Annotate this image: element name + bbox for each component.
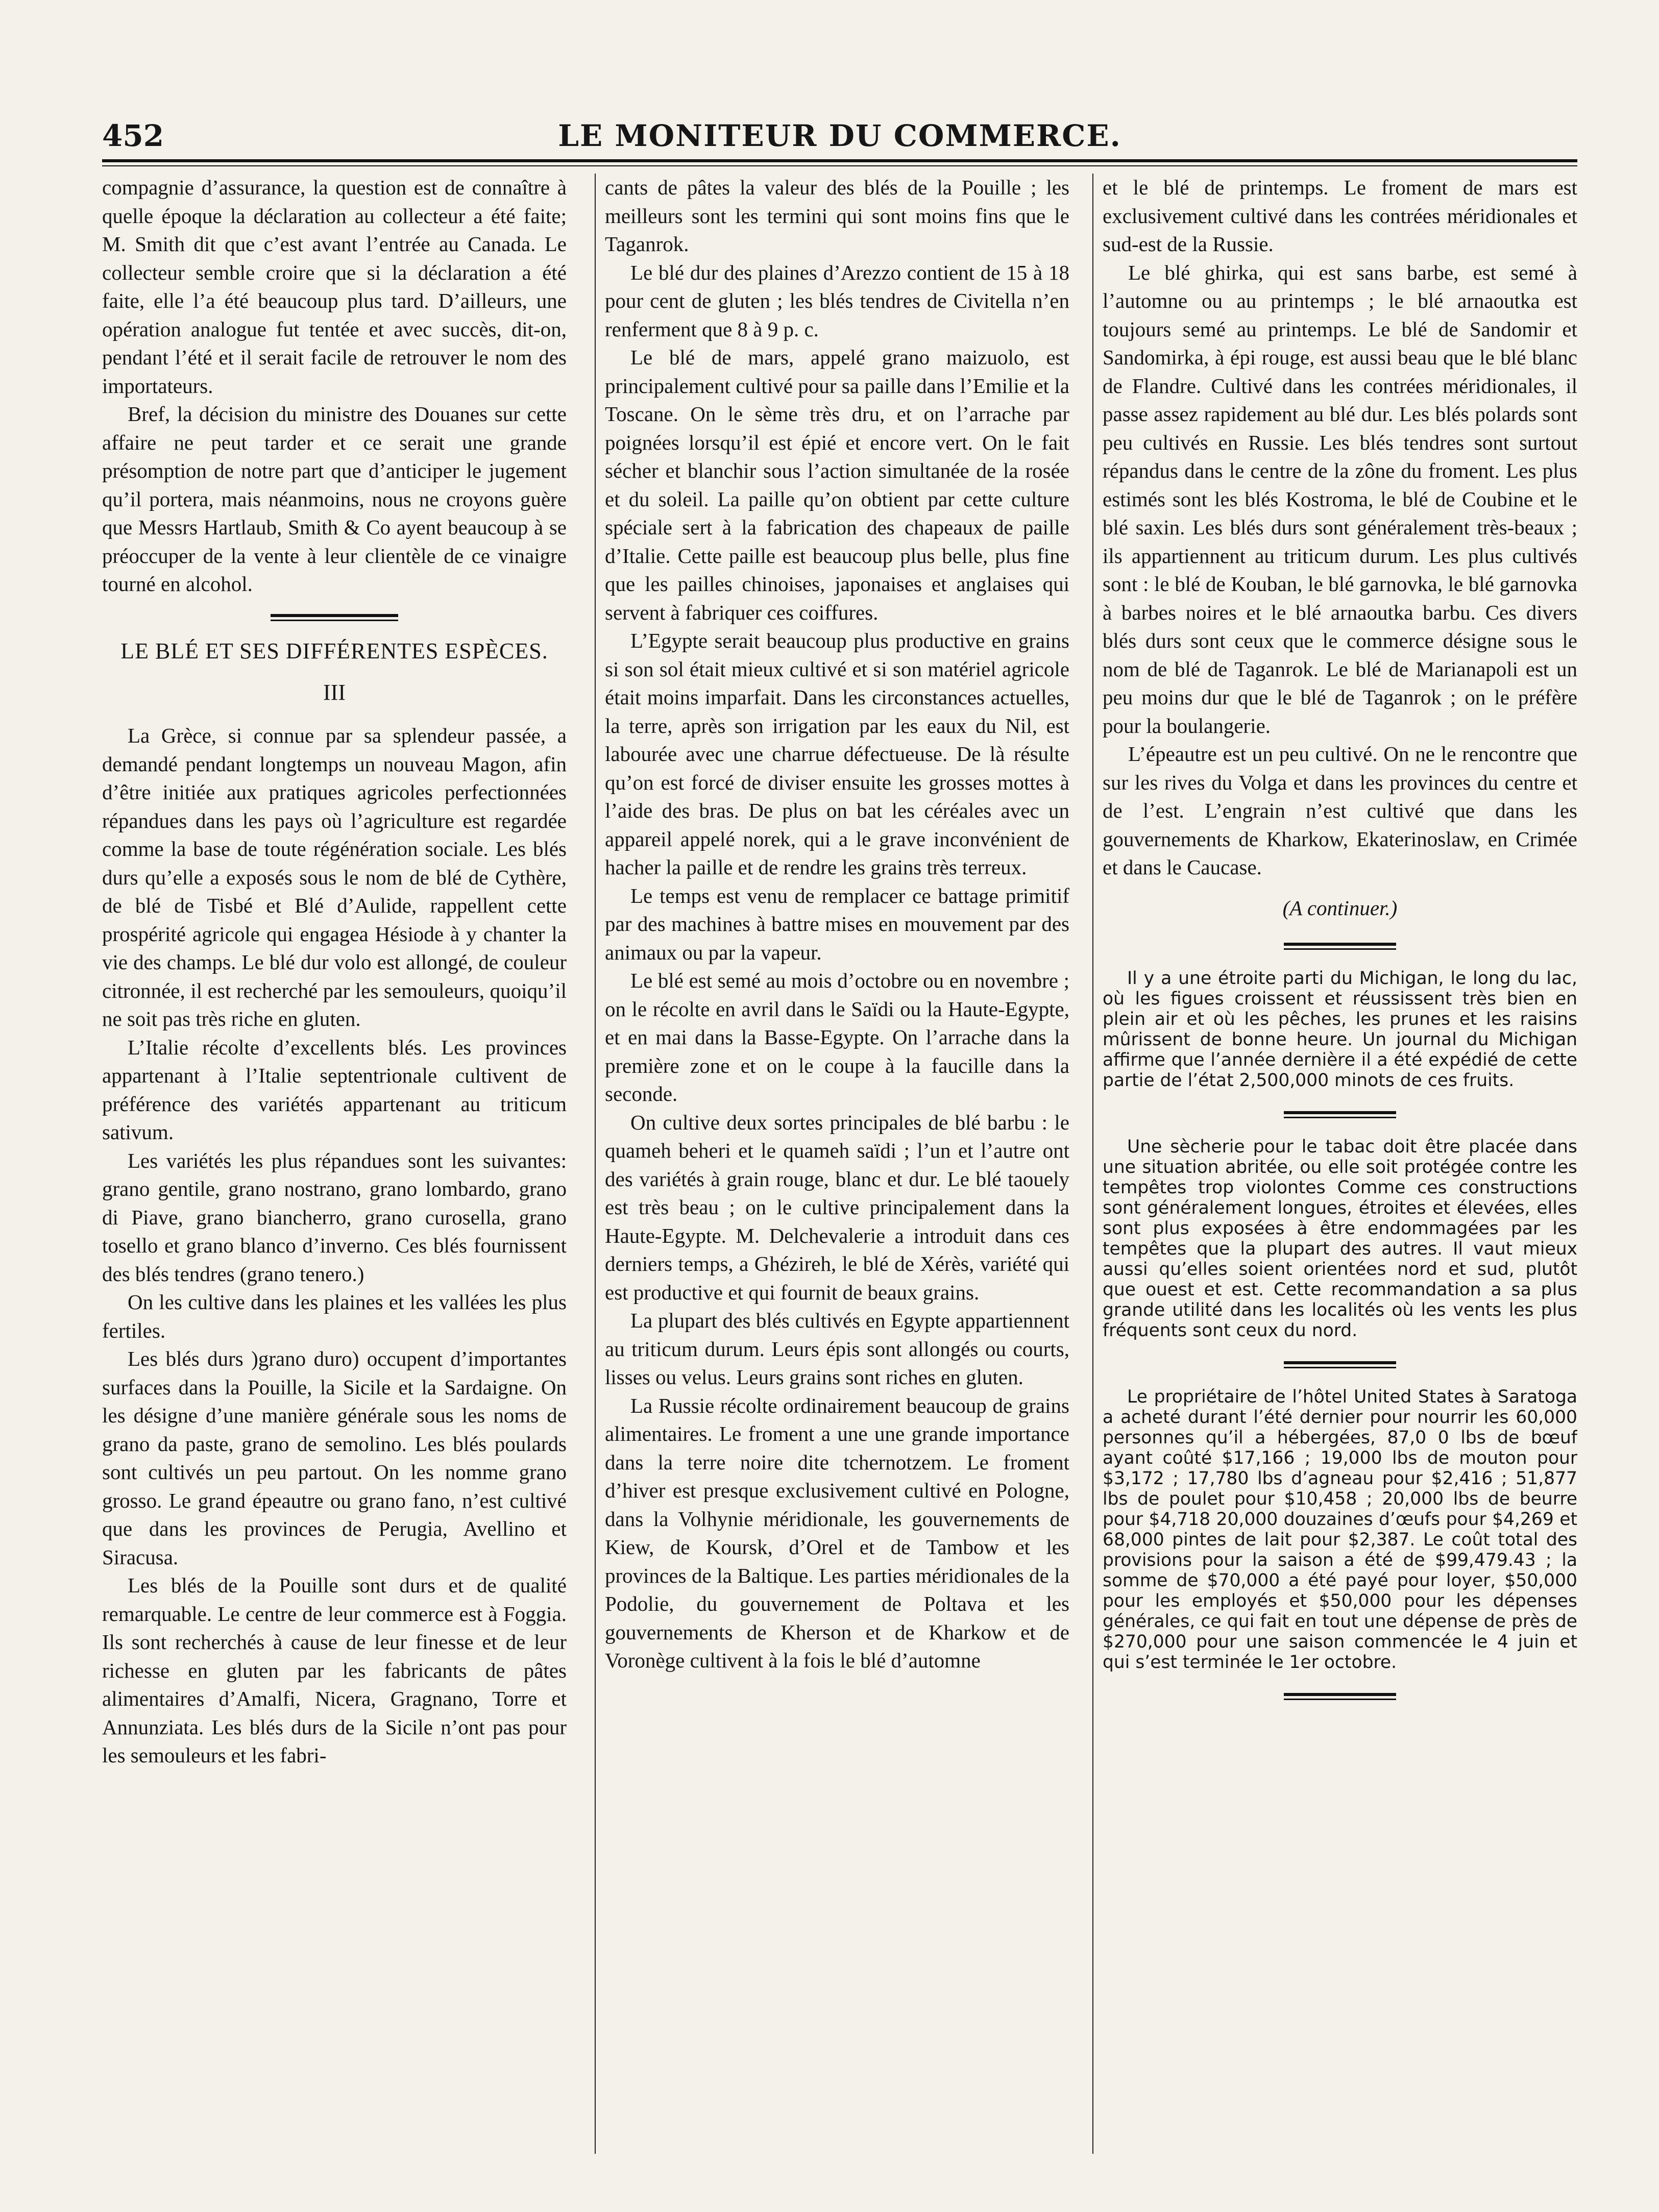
running-title: LE MONITEUR DU COMMERCE. [558,118,1121,153]
header-rule-thick [102,159,1577,162]
header-rule-thin [102,165,1577,166]
paragraph: Bref, la décision du ministre des Douanes sur cette affaire ne peut tarder et ce serait une grande présomption de notre part que d’anticiper le jugement qu’il portera, mais néanmoins, nous ne croyons guère que Messrs Hartlaub, Smith & Co ayent beaucoup à se préoccuper de la vente à leur clientèle de ce vinaigre tourné en alcohol. [102,402,567,596]
column-3 [1103,174,1577,2154]
paragraph: Les blés durs )grano duro) occupent d’importantes surfaces dans la Pouille, la Sicile et la Sardaigne. On les désigne d’une manière générale sous les noms de grano da paste, grano de semolino. Les blés poulards sont cultivés un peu partout. On les nomme grano grosso. Le grand épeautre ou grano fano, n’est cultivé que dans les provinces de Perugia, Avellino et Siracusa. [102,1347,567,1569]
section-divider-ornament [1284,1693,1396,1700]
paragraph-continued: cants de pâtes la valeur des blés de la Pouille ; les meilleurs sont les termini qui sont moins fins que le Taganrok. [605,176,1069,256]
section-divider-ornament [271,614,398,621]
paragraph: L’Italie récolte d’excellents blés. Les provinces appartenant à l’Italie septentrionale cultivent de préférence des variétés appartenant au triticum sativum. [102,1035,567,1144]
paragraph: On les cultive dans les plaines et les vallées les plus fertiles. [102,1290,567,1342]
paragraph-continued: et le blé de printemps. Le froment de mars est exclusivement cultivé dans les contrées méridionales et sud-est de la Russie. [1103,176,1577,256]
paragraph: L’Egypte serait beaucoup plus productive en grains si son sol était mieux cultivé et si son matériel agricole était moins imparfait. Dans les circonstances actuelles, la terre, après son irrigation par les eaux du Nil, est labourée avec une charrue défectueuse. De là résulte qu’on est forcé de diviser ensuite les grosses mottes à l’aide des bras. De plus on bat les céréales avec un appareil appelé norek, qui a le grave inconvénient de hacher la paille et de rendre les grains très terreux. [605,629,1069,879]
article-title: LE BLÉ ET SES DIFFÉRENTES ESPÈCES. [120,638,548,663]
paragraph: Le blé est semé au mois d’octobre ou en novembre ; on le récolte en avril dans le Saïdi ou la Haute-Egypte, et en mai dans la Basse-Egypte. On l’arrache dans la première zone et on le coupe à la faucille dans la seconde. [605,969,1069,1105]
section-number: III [323,679,346,705]
section-divider-ornament [1284,1361,1396,1368]
paragraph-continued: compagnie d’assurance, la question est de connaître à quelle époque la déclaration au collecteur a été faite; M. Smith dit que c’est avant l’entrée au Canada. Le collecteur semble croire que si la déclaration a été faite, elle l’a été beaucoup plus tard. D’ailleurs, une opération analogue fut tentée et avec succès, dit-on, pendant l’été et il serait facile de retrouver le nom des importateurs. [102,176,567,398]
section-divider-ornament [1284,943,1396,950]
column-2 [605,174,1069,2154]
to-be-continued-note: (A continuer.) [1282,896,1398,920]
news-brief-michigan: Il y a une étroite parti du Michigan, le long du lac, où les figues croissent et réussissent très bien en plein air et où les pêches, les prunes et les raisins mûrissent de bonne heure. Un journal du Michigan affirme que l’année dernière il a été expédié de cette partie de l’état 2,500,000 minots de ces fruits. [1103,968,1577,1091]
paragraph: L’épeautre est un peu cultivé. On ne le rencontre que sur les rives du Volga et dans les provinces du centre et de l’est. L’engrain n’est cultivé que dans les gouvernements de Kharkow, Ekaterinoslaw, en Crimée et dans le Caucase. [1103,742,1577,879]
paragraph: Les blés de la Pouille sont durs et de qualité remarquable. Le centre de leur commerce est à Foggia. Ils sont recherchés à cause de leur finesse et de leur richesse en gluten par les fabricants de pâtes alimentaires d’Amalfi, Nicera, Gragnano, Torre et Annunziata. Les blés durs de la Sicile n’ont pas pour les semouleurs et les fabri- [102,1574,567,1767]
paragraph: Le blé ghirka, qui est sans barbe, est semé à l’automne ou au printemps ; le blé arnaoutka est toujours semé au printemps. Le blé de Sandomir et Sandomirka, à épi rouge, est aussi beau que le blé blanc de Flandre. Cultivé dans les contrées méridionales, il passe assez rapidement au blé dur. Les blés polards sont peu cultivés en Russie. Les blés tendres sont surtout répandus dans le centre de la zône du froment. Les plus estimés sont les blés Kostroma, le blé de Coubine et le blé saxin. Les blés durs sont généralement très-beaux ; ils appartiennent au triticum durum. Les plus cultivés sont : le blé de Kouban, le blé garnovka, le blé garnovka à barbes noires et le blé arnaoutka barbu. Ces divers blés durs sont ceux que le commerce désigne sous le nom de blé de Taganrok. Le blé de Marianapoli est un peu moins dur que le blé de Taganrok ; on le préfère pour la boulangerie. [1103,260,1577,738]
section-divider-ornament [1284,1111,1396,1118]
paragraph: Le blé de mars, appelé grano maizuolo, est principalement cultivé pour sa paille dans l’Emilie et la Toscane. On le sème très dru, et on l’arrache par poignées lorsqu’il est épié et encore vert. On le fait sécher et blanchir sous l’action simultanée de la rosée et du soleil. La paille qu’on obtient par cette culture spéciale sert à la fabrication des chapeaux de paille d’Italie. Cette paille est beaucoup plus belle, plus fine que les pailles chinoises, japonaises et anglaises qui servent à fabriquer ces coiffures. [605,346,1069,624]
paragraph: Le blé dur des plaines d’Arezzo contient de 15 à 18 pour cent de gluten ; les blés tendres de Civitella n’en renferment que 8 à 9 p. c. [605,260,1069,341]
news-brief-hotel: Le propriétaire de l’hôtel United States à Saratoga a acheté durant l’été dernier pour nourrir les 60,000 personnes qu’il a hébergées, 87,0 0 lbs de bœuf ayant coûté $17,166 ; 19,000 lbs de mouton pour $3,172 ; 17,780 lbs d’agneau pour $2,416 ; 51,877 lbs de poulet pour $10,458 ; 20,000 lbs de beurre pour $4,718 20,000 douzaines d’œufs pour $4,269 et 68,000 pintes de lait pour $2,387. Le coût total des provisions pour la saison a été de $99,479.43 ; la somme de $70,000 a été payé pour loyer, $50,000 pour les employés et $50,000 pour les dépenses générales, ce qui fait en tout une dépense de près de $270,000 pour une saison commencée le 4 juin et qui s’est terminée le 1er octobre. [1103,1387,1577,1673]
page-number: 452 [102,118,164,153]
paragraph: On cultive deux sortes principales de blé barbu : le quameh beheri et le quameh saïdi ; l’un et l’autre ont des variétés à grain rouge, blanc et dur. Le blé taouely est très beau ; on le cultive principalement dans la Haute-Egypte. M. Delchevalerie a introduit dans ces derniers temps, a Ghézireh, le blé de Xérès, variété qui est productive et qui fournit de beaux grains. [605,1110,1069,1304]
page-header [102,118,1577,155]
paragraph: La Russie récolte ordinairement beaucoup de grains alimentaires. Le froment a une une grande importance dans la terre noire dite tchernotzem. Le froment d’hiver est presque exclusivement cultivé en Pologne, dans la Volhynie méridionale, les gouvernements de Kiew, de Koursk, d’Orel et de Tambow et les provinces de la Baltique. Les parties méridionales de la Podolie, du gouvernement de Poltava et les gouvernements de Kherson et de Kharkow et de Voronège cultivent à la fois le blé d’automne [605,1393,1069,1672]
paragraph: Les variétés les plus répandues sont les suivantes: grano gentile, grano nostrano, grano lombardo, grano di Piave, grano biancherro, grano curosella, grano tosello et grano blanco d’inverno. Ces blés fournissent des blés tendres (grano tenero.) [102,1148,567,1286]
paragraph: La plupart des blés cultivés en Egypte appartiennent au triticum durum. Leurs épis sont allongés ou courts, lisses ou velus. Leurs grains sont riches en gluten. [605,1309,1069,1389]
column-divider [595,174,596,2154]
column-divider [1092,174,1093,2154]
news-brief-tabac: Une sècherie pour le tabac doit être placée dans une situation abritée, ou elle soit protégée contre les tempêtes trop violontes Comme ces constructions sont généralement longues, étroites et élevées, elles sont plus exposées à être endommagées par les tempêtes que la plupart des autres. Il vaut mieux aussi qu’elles soient orientées nord et sud, plutôt que ouest et est. Cette recommandation a sa plus grande utilité dans les localités où les vents les plus fréquents sont ceux du nord. [1103,1137,1577,1341]
paragraph: La Grèce, si connue par sa splendeur passée, a demandé pendant longtemps un nouveau Magon, afin d’être initiée aux pratiques agricoles perfectionnées répandues dans les pays où l’agriculture est regardée comme la base de toute régénération sociale. Les blés durs qu’elle a exposés sous le nom de blé de Cythère, de blé de Tisbé et Blé d’Aulide, rappellent cette prospérité agricole qui engagea Hésiode à y chanter la vie des champs. Le blé dur volo est allongé, de couleur citronnée, il est recherché par les semouleurs, quoiqu’il ne soit pas très riche en gluten. [102,724,567,1030]
paragraph: Le temps est venu de remplacer ce battage primitif par des machines à battre mises en mouvement par des animaux ou par la vapeur. [605,883,1069,964]
column-1 [102,174,567,2154]
